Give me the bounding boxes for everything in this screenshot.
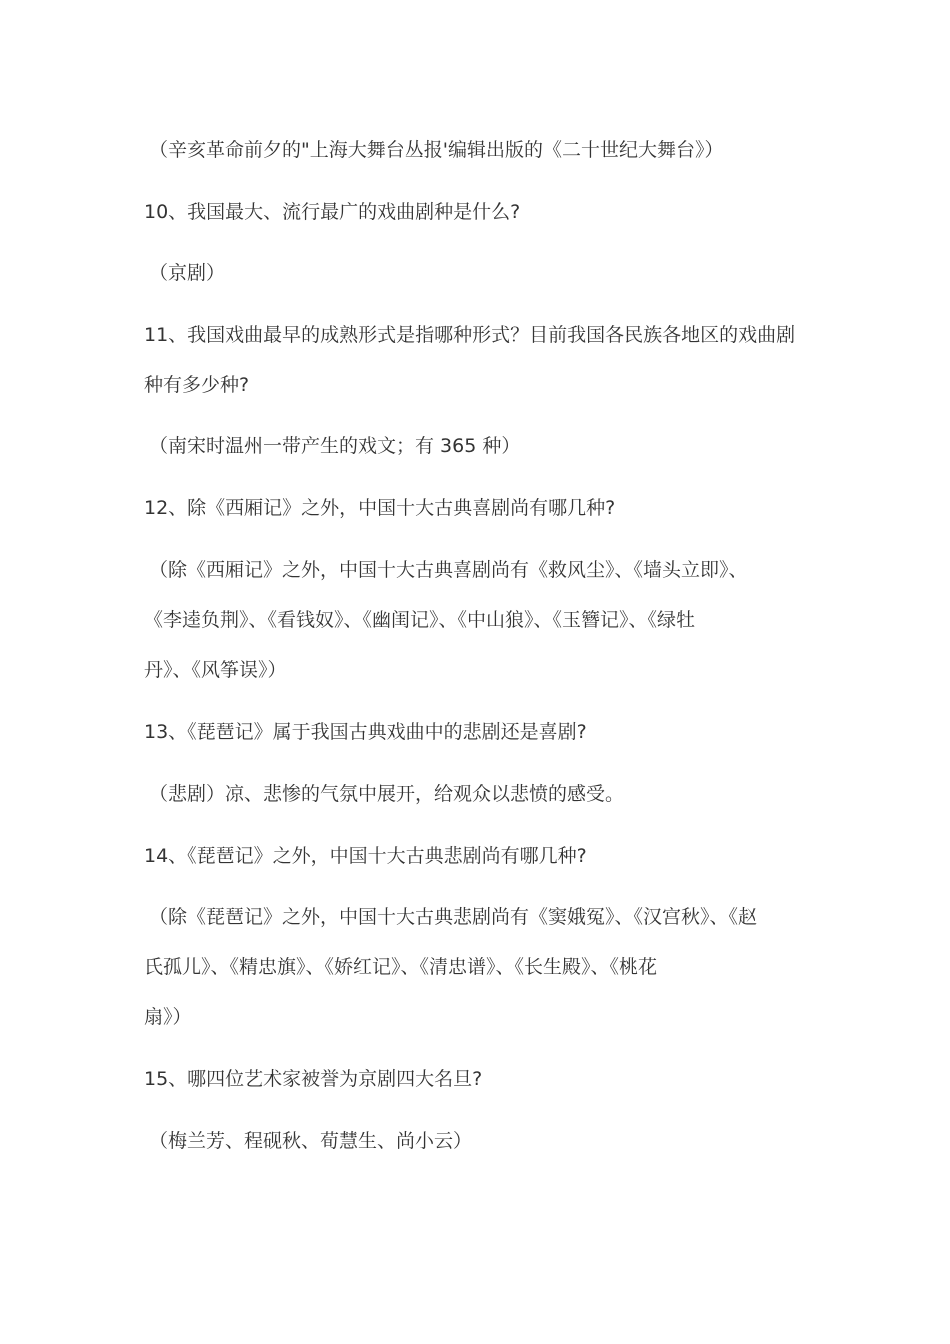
answer-14-line-2: 氏孤儿》、《精忠旗》、《娇红记》、《清忠谱》、《长生殿》、《桃花 [144,956,658,978]
answer-12-line-1: （除《西厢记》之外，中国十大古典喜剧尚有《救风尘》、《墙头立即》、 [149,559,748,581]
question-14: 14、《琵琶记》之外，中国十大古典悲剧尚有哪几种? [144,845,587,867]
answer-14-line-1: （除《琵琶记》之外，中国十大古典悲剧尚有《窦娥冤》、《汉宫秋》、《赵 [149,906,758,928]
answer-9: （辛亥革命前夕的"上海大舞台丛报'编辑出版的《二十世纪大舞台》） [149,139,724,161]
answer-12-line-3: 丹》、《风筝误》） [144,659,287,681]
question-11-line-1: 11、我国戏曲最早的成熟形式是指哪种形式？目前我国各民族各地区的戏曲剧 [144,324,796,346]
question-13: 13、《琵琶记》属于我国古典戏曲中的悲剧还是喜剧? [144,721,587,743]
answer-14-line-3: 扇》） [144,1006,192,1028]
answer-11: （南宋时温州一带产生的戏文；有 365 种） [149,435,521,457]
answer-15: （梅兰芳、程砚秋、荀慧生、尚小云） [149,1130,473,1152]
answer-13: （悲剧）凉、悲惨的气氛中展开，给观众以悲愤的感受。 [149,783,625,805]
answer-10: （京剧） [149,262,226,284]
question-10: 10、我国最大、流行最广的戏曲剧种是什么? [144,201,521,223]
question-11-line-2: 种有多少种? [144,374,250,396]
question-15: 15、哪四位艺术家被誉为京剧四大名旦? [144,1068,483,1090]
question-12: 12、除《西厢记》之外，中国十大古典喜剧尚有哪几种? [144,497,616,519]
answer-12-line-2: 《李逵负荆》、《看钱奴》、《幽闺记》、《中山狼》、《玉簪记》、《绿牡 [144,609,696,631]
